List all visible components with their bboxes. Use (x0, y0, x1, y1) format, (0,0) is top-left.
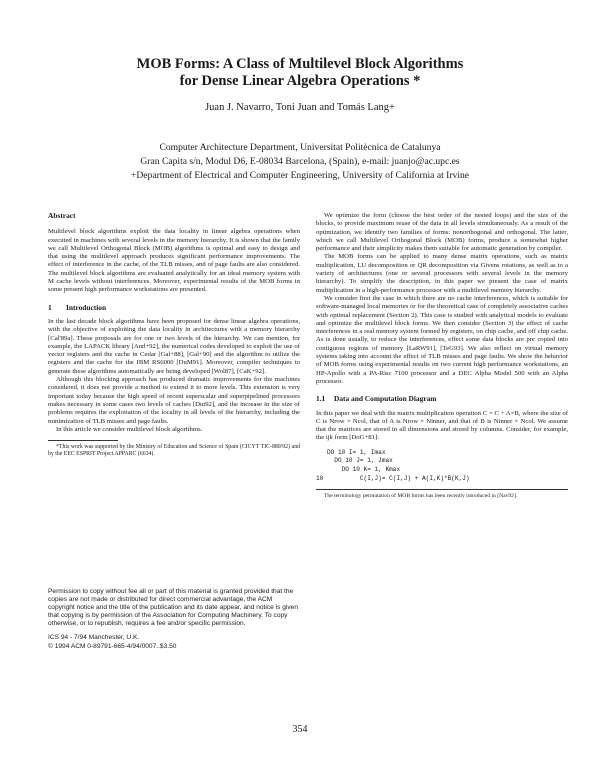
terminology-footnote: The terminology permutation of MOB forms has been recently introduced in [Nav92]. (316, 489, 568, 500)
right-paragraph-3: We consider first the case in which there are no cache interferences, which is suitable for software-managed local memories or for the theoretical case of completely associative caches with optimal replacement (Section 2). This case is studied with analytical models to evaluate and optimize the multilevel block forms. We then consider (Section 3) the effect of cache interferences in a real memory system formed by registers, on chip cache, and off chip cache. As is done usually, to reduce the interferences, effect some data blocks are pre copied into contiguous regions of memory [LaRW91], [TeG93]. We also reflect on virtual memory systems taking into account the effect of TLB misses and page faults. We show the behavior of MOB forms using experimental results on two current high performance workstations, an HP-Apollo with a PA-Risc 7100 processor and a DEC Alpha Model 500 with an Alpha processor. (316, 294, 568, 385)
permission-notice (48, 588, 300, 651)
code-line: 10 C(I,J)= C(I,J) + A(I,K)*B(K,J) (316, 474, 470, 482)
section-title: Introduction (66, 302, 107, 312)
intro-paragraph-1: In the last decade block algorithms have been proposed for dense linear algebra operations, with the objective of exploiting the data locality in architectures with a memory hierarchy [Cal'89a]. These proposals are for one or two levels of the hierarchy. We can mention, for example, the LAPACK library [And+92], the numerical codes developed to exploit the use of vector registers and the cache in Cedar [Gal+88], [Gal+90] and the algorithm to utilize the registers and the cache for the IBM RS6000 [DuM91]. Moreover, compiler techniques to generate these algorithms automatically are being developed [Wol87], [CaK+92]. (48, 317, 300, 375)
title-line-1: MOB Forms: A Class of Multilevel Block Algorithms (136, 56, 464, 72)
abstract-heading: Abstract (48, 211, 76, 220)
title-line-2: for Dense Linear Algebra Operations * (179, 73, 421, 89)
abstract-text: Multilevel block algorithms exploit the data locality in linear algebra operations when executed in machines with several levels in the memory hierarchy. It is shown that the family we call Multilevel Orthogonal Block (MOB) algorithms is optimal and easy to design and that using the multilevel approach produces significant performance improvements. The effect of interference in the cache, of the TLB misses, and of page faults are also considered. The multilevel block algorithms are evaluated analytically for an ideal memory system with M cache levels without interferences. Moreover, experimental results of the MOB forms in some present high performance workstations are presented. (48, 228, 300, 294)
subsection-title: Data and Computation Diagram (334, 394, 437, 404)
code-line: DO 10 J= 1, Jmax (316, 457, 393, 465)
affiliation-line-3: +Department of Electrical and Computer Engineering, University of California at Irvine (130, 170, 470, 181)
copyright-line: © 1994 ACM 0-89791-665-4/94/0007..$3.50 (48, 642, 177, 650)
author-list: Juan J. Navarro, Toni Juan and Tomás Lang+ (205, 102, 395, 113)
footnote-rule (48, 440, 118, 441)
introduction-heading (48, 304, 300, 312)
right-paragraph-2: The MOB forms can be applied to many dense matrix operations, such as matrix multiplication, LU decomposition or QR decomposition via Givens rotations, as well as to a variety of architectures (one or several processors with several levels in the memory hierarchy). To simplify the description, in this paper we present the case of matrix multiplication in a high-performance processor with a multilevel memory hierarchy. (316, 253, 568, 294)
right-paragraph-1: We optimize the form (choose the best order of the nested loops) and the size of the blocks, to provide maximum reuse of the data in all levels simultaneously. As a result of the optimization, we identify two families of forms: nonorthogonal and orthogonal. The latter, which we call Multilevel Orthogonal Block (MOB) forms, produce a somewhat higher performance and their simplicity makes them suitable for automatic generation by compiler. (316, 212, 568, 253)
intro-paragraph-2: Although this blocking approach has produced dramatic improvements for the machines considered, it does not provide a method to extend it to more levels. This extension is very important today because the high speed of recent superscalar and superpipelined processors makes necessary in some cases two levels of caches [Dut92], and the increase in the size of problems requires the exploitation of the locality in all levels of the hierarchy, including the minimization of TLB misses and page faults. (48, 376, 300, 425)
conference-line: ICS 94 - 7/94 Manchester, U.K. (48, 634, 140, 642)
code-line: DO 10 K= 1, Kmax (316, 465, 401, 473)
code-line: DO 10 I= 1, Imax (316, 448, 386, 456)
affiliation-line-2: Gran Capita s/n, Modul D6, E-08034 Barcelona, (Spain), e-mail: juanjo@ac.upc.es (140, 156, 460, 167)
left-column (48, 212, 300, 458)
code-listing (316, 449, 568, 483)
funding-footnote: *This work was supported by the Ministry of Education and Science of Spain (CICYT TIC-880/92) and by the EEC ESPRIT Project APPARC (6634). (48, 444, 300, 458)
permission-text: Permission to copy without fee all or part of this material is granted provided that the copies are not made or distributed for direct commercial advantage, the ACM copyright notice and the title of the publication and its date appear, and notice is given that copying is by permission of the Association for Computing Machinery. To copy otherwise, or to republish, requires a fee and/or specific permission. (48, 588, 298, 628)
intro-paragraph-3: In this article we consider multilevel block algorithms. (56, 425, 203, 433)
section-number: 1 (48, 302, 52, 312)
affiliation-line-1: Computer Architecture Department, Universitat Politècnica de Catalunya (159, 142, 441, 153)
paper-title (40, 56, 560, 90)
subsection-text: In this paper we deal with the matrix multiplication operation C = C + A×B, where the size of C is Nrow × Ncol, that of A is Nrow × Ninner, and that of B is Ninner × Ncol. We assume that the matrices are stored in all dimensions and stored by columns. Consider, for example, the ijk form [DoG+81]: (316, 409, 568, 442)
subsection-number: 1.1 (316, 394, 326, 404)
right-column (316, 212, 568, 500)
page-number: 354 (292, 724, 308, 735)
subsection-heading (316, 395, 568, 403)
